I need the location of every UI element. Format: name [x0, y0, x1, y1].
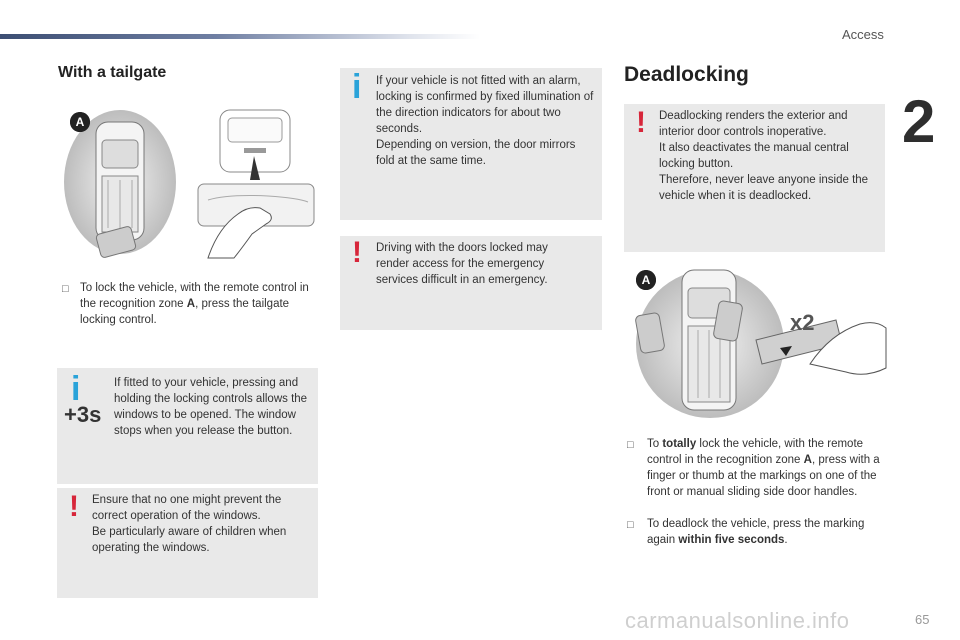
info-line-1: If your vehicle is not fitted with an alarm, locking is confirmed by fixed illumination of the direction indicators for about two seconds. [376, 75, 594, 135]
deadlocking-illustration [630, 264, 890, 420]
step-totally-lock [627, 436, 885, 500]
warning-box-deadlocking [624, 104, 885, 252]
step2-text-end: . [784, 534, 788, 546]
header-bar [0, 34, 480, 39]
step1-text: To [647, 438, 663, 450]
step1-zone: A [803, 454, 812, 466]
step-text-end: , press the tailgate locking control. [80, 298, 290, 326]
zone-label-a: A [636, 270, 656, 290]
warning-text-deadlocking [659, 108, 874, 204]
step-lock-tailgate [62, 280, 320, 328]
chapter-number: 2 [902, 88, 936, 155]
warning-line-1: Ensure that no one might prevent the correct operation of the windows. [92, 494, 282, 522]
step-deadlock [627, 516, 885, 548]
step2-bold: within five seconds [678, 534, 785, 546]
section-title-deadlocking: Deadlocking [624, 63, 749, 86]
checkbox-bullet-icon: □ [627, 439, 634, 451]
step-text: To lock the vehicle, with the remote control in the recognition zone [80, 282, 309, 310]
step-zone: A [186, 298, 196, 310]
checkbox-bullet-icon: □ [627, 519, 634, 531]
warning-text-emergency: Driving with the doors locked may render access for the emergency services difficult in an emergency. [376, 242, 548, 286]
watermark: carmanualsonline.info [625, 608, 850, 633]
warning-text-windows [92, 492, 307, 556]
info-icon: i [352, 68, 362, 106]
section-title-tailgate: With a tailgate [58, 64, 167, 81]
checkbox-bullet-icon: □ [62, 283, 69, 295]
tailgate-illustration [58, 100, 318, 260]
warning-line-2: Be particularly aware of children when operating the windows. [92, 526, 287, 554]
step2-text: To deadlock the vehicle, press the marking again [647, 518, 865, 546]
warning-icon: ! [352, 236, 362, 269]
step1-text-end: , press with a finger or thumb at the markings on one of the front or manual sliding side door handles. [647, 454, 880, 498]
step1-bold: totally [662, 438, 697, 450]
page-number: 65 [915, 612, 930, 627]
zone-label-a: A [70, 112, 90, 132]
press-twice-label: x2 [790, 310, 815, 335]
warning-line-3: Therefore, never leave anyone inside the vehicle when it is deadlocked. [659, 174, 869, 202]
info-icon: i [71, 370, 81, 408]
warning-line-1: Deadlocking renders the exterior and interior door controls inoperative. [659, 110, 848, 138]
info-box-windows [57, 368, 318, 484]
section-label: Access [842, 27, 884, 42]
warning-box-emergency [340, 236, 602, 330]
warning-icon: ! [636, 106, 646, 139]
warning-line-2: It also deactivates the manual central locking button. [659, 142, 849, 170]
step1-text-mid: lock the vehicle, with the remote control in the recognition zone [647, 438, 864, 466]
timer-3s-badge: +3s [64, 402, 102, 427]
info-text-alarm [376, 73, 596, 169]
warning-box-windows [57, 488, 318, 598]
info-line-2: Depending on version, the door mirrors fold at the same time. [376, 139, 576, 167]
warning-icon: ! [69, 490, 79, 523]
info-box-alarm [340, 68, 602, 220]
info-text-windows: If fitted to your vehicle, pressing and holding the locking controls allows the windows to be opened. The window stops when you release the button. [114, 377, 308, 437]
